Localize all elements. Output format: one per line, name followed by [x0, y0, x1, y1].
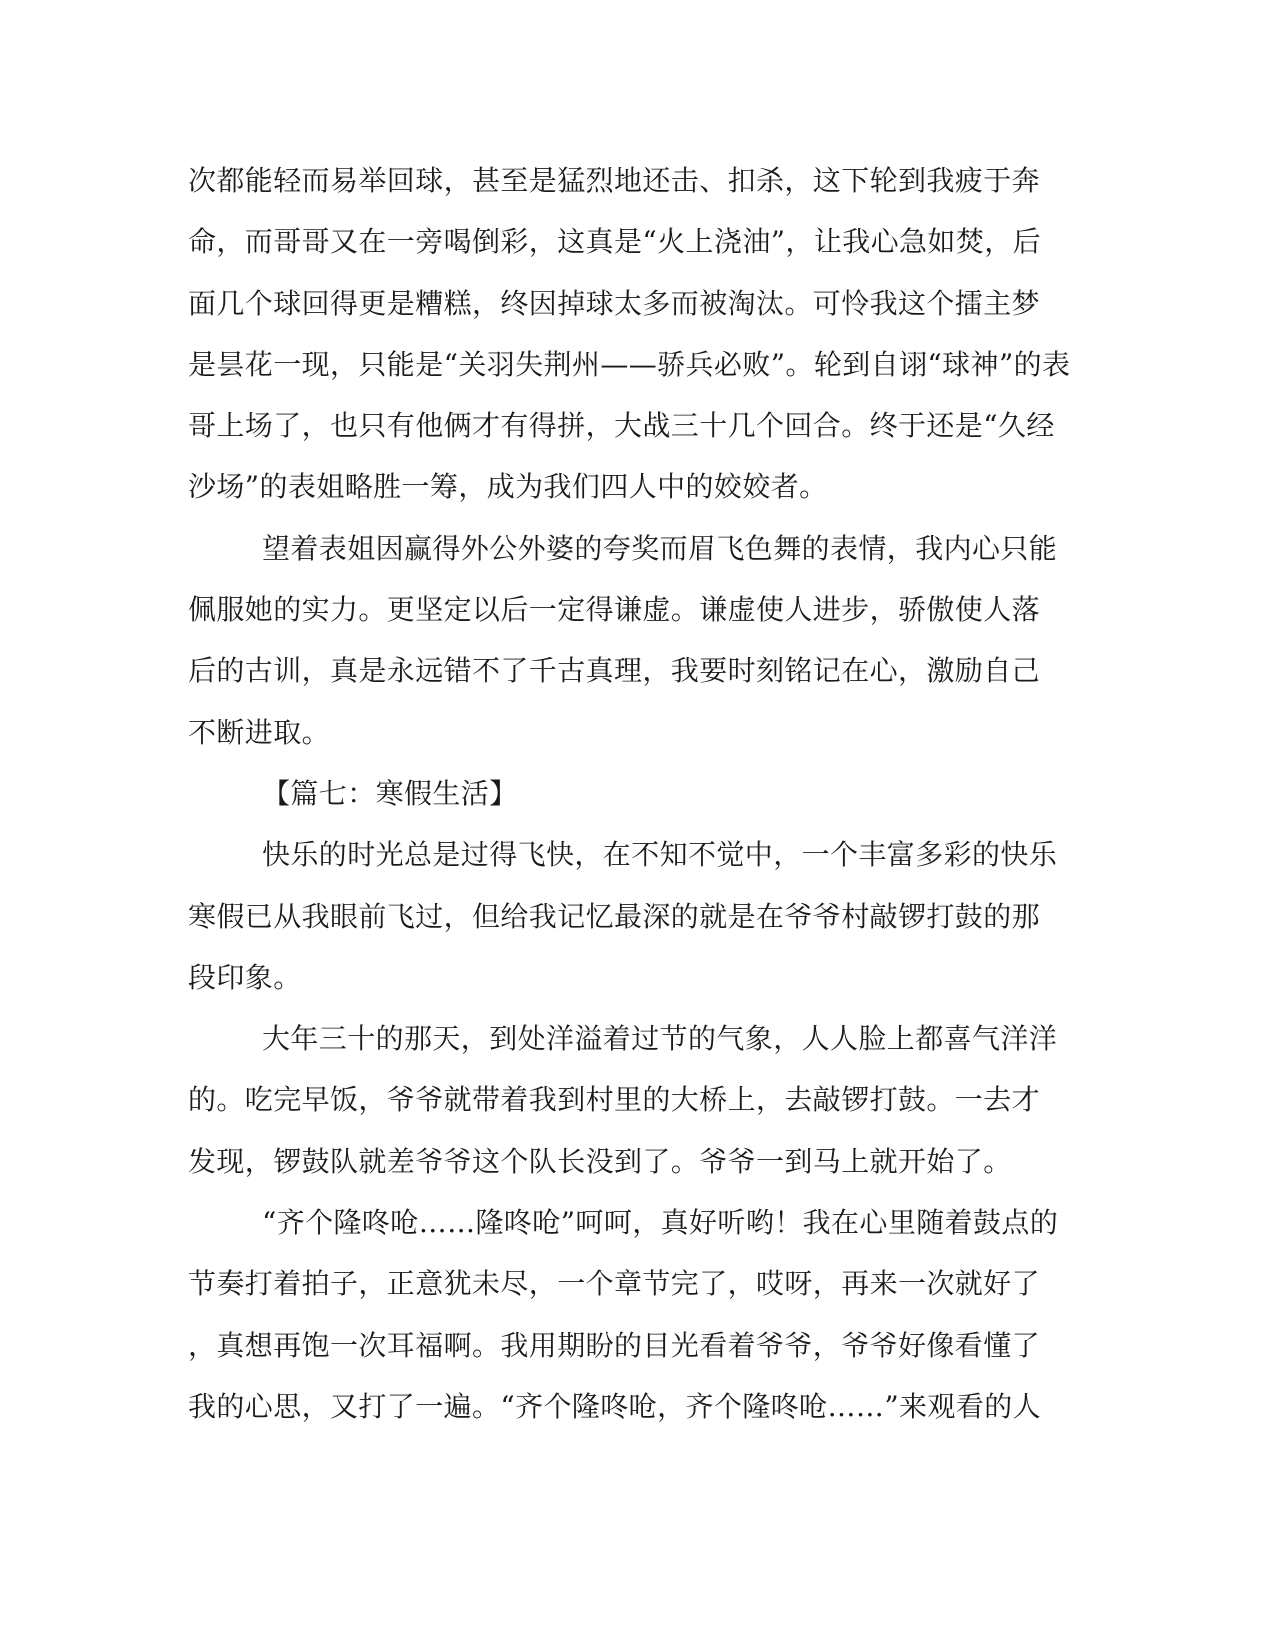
text-line: 段印象。 — [188, 960, 302, 994]
text-line: ，真想再饱一次耳福啊。我用期盼的目光看着爷爷，爷爷好像看懂了 — [188, 1328, 1041, 1362]
text-line: 不断进取。 — [188, 715, 331, 749]
paragraph-first-line: 大年三十的那天，到处洋溢着过节的气象，人人脸上都喜气洋洋 — [262, 1022, 1058, 1056]
text-line: 沙场”的表姐略胜一筹，成为我们四人中的姣姣者。 — [188, 470, 828, 504]
text-line: 是昙花一现，只能是“关羽失荆州——骄兵必败”。轮到自诩“球神”的表 — [188, 347, 1071, 381]
text-line: 佩服她的实力。更坚定以后一定得谦虚。谦虚使人进步，骄傲使人落 — [188, 593, 1041, 627]
paragraph-first-line: “齐个隆咚呛……隆咚呛”呵呵，真好听哟！我在心里随着鼓点的 — [262, 1206, 1059, 1240]
text-line: 命，而哥哥又在一旁喝倒彩，这真是“火上浇油”，让我心急如焚，后 — [188, 225, 1042, 259]
text-line: 的。吃完早饭，爷爷就带着我到村里的大桥上，去敲锣打鼓。一去才 — [188, 1083, 1041, 1117]
text-line: 寒假已从我眼前飞过，但给我记忆最深的就是在爷爷村敲锣打鼓的那 — [188, 899, 1041, 933]
text-line: 节奏打着拍子，正意犹未尽，一个章节完了，哎呀，再来一次就好了 — [188, 1267, 1041, 1301]
paragraph-first-line: 望着表姐因赢得外公外婆的夸奖而眉飞色舞的表情，我内心只能 — [262, 531, 1058, 565]
text-line: 面几个球回得更是糟糕，终因掉球太多而被淘汰。可怜我这个擂主梦 — [188, 286, 1041, 320]
text-line: 后的古训，真是永远错不了千古真理，我要时刻铭记在心，激励自己 — [188, 654, 1041, 688]
text-line: 我的心思，又打了一遍。“齐个隆咚呛，齐个隆咚呛……”来观看的人 — [188, 1389, 1042, 1423]
document-body — [188, 161, 1088, 1448]
text-line: 发现，锣鼓队就差爷爷这个队长没到了。爷爷一到马上就开始了。 — [188, 1144, 1012, 1178]
section-heading: 【篇七：寒假生活】 — [262, 776, 518, 810]
paragraph-first-line: 快乐的时光总是过得飞快，在不知不觉中，一个丰富多彩的快乐 — [262, 838, 1058, 872]
text-line: 哥上场了，也只有他俩才有得拼，大战三十几个回合。终于还是“久经 — [188, 409, 1055, 443]
text-line: 次都能轻而易举回球，甚至是猛烈地还击、扣杀，这下轮到我疲于奔 — [188, 164, 1041, 197]
